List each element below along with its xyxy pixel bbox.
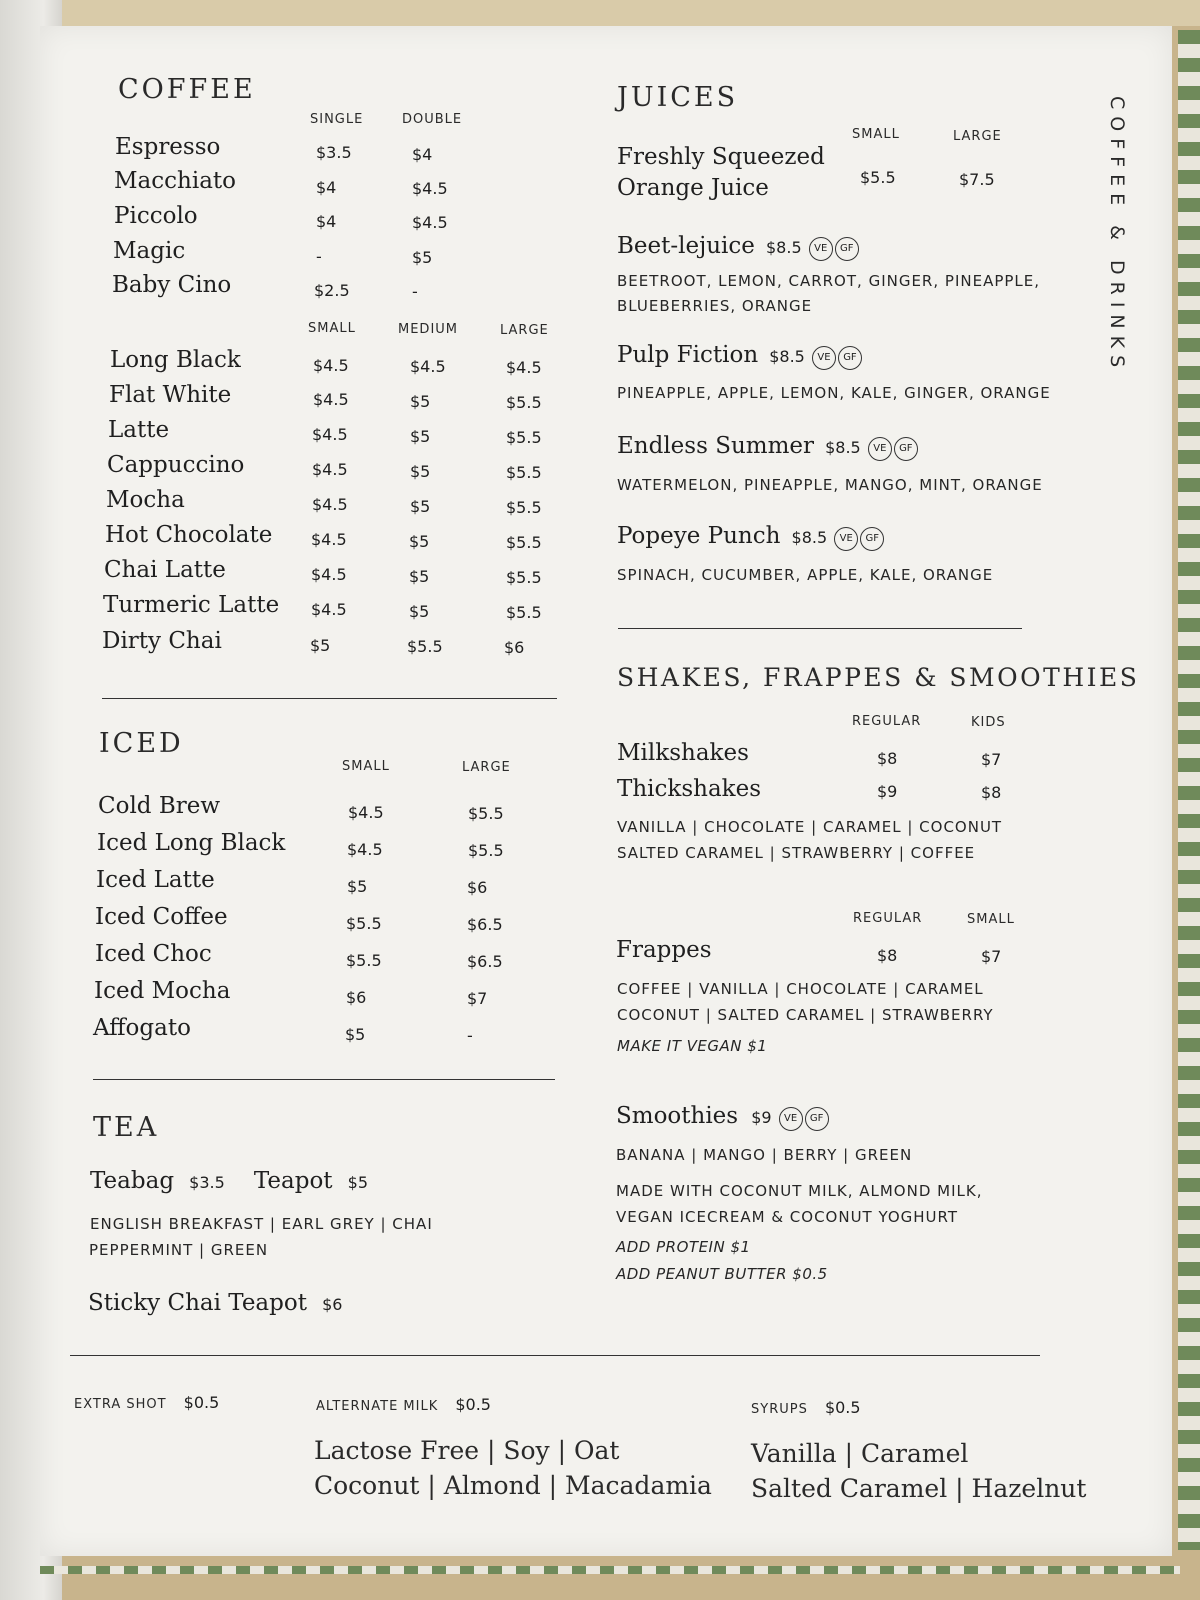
menu-item-price: $6 (467, 878, 488, 897)
menu-item-name: Endless Summer (617, 433, 815, 459)
vegan-badge-icon: VE (809, 237, 833, 261)
teapot-label: Teapot (253, 1168, 333, 1194)
menu-item-price: $4.5 (311, 565, 347, 584)
col-large: LARGE (462, 760, 511, 775)
menu-item-price: $5.5 (346, 951, 382, 970)
tea-heading: TEA (93, 1112, 160, 1143)
col-medium: MEDIUM (398, 322, 459, 337)
menu-sheet (40, 26, 1172, 1556)
juices-heading: JUICES (617, 82, 739, 113)
tea-varieties: ENGLISH BREAKFAST | EARL GREY | CHAI (90, 1215, 433, 1233)
menu-item-price: $8 (981, 783, 1002, 802)
menu-item-price: $5.5 (860, 168, 896, 187)
menu-item-price: $4 (316, 178, 337, 197)
menu-item-name: Long Black (110, 347, 241, 373)
milk-options: Lactose Free | Soy | Oat (314, 1436, 620, 1465)
gluten-free-badge-icon: GF (835, 237, 859, 261)
menu-item-price: $4.5 (506, 358, 542, 377)
extra-shot-price: $0.5 (183, 1393, 220, 1412)
menu-item-name: Mocha (106, 487, 185, 513)
menu-item-price: $5 (345, 1025, 366, 1044)
coffee-heading: COFFEE (118, 74, 256, 105)
menu-item-price: $4.5 (313, 390, 349, 409)
gluten-free-badge-icon: GF (805, 1107, 829, 1131)
checker-border-bottom (40, 1566, 1180, 1574)
sticky-chai-price: $6 (322, 1295, 343, 1314)
juice-ingredients: BLUEBERRIES, ORANGE (617, 297, 813, 315)
juice-item (617, 233, 859, 261)
menu-item-price: $3.5 (316, 143, 352, 162)
menu-item-price: $4.5 (312, 425, 348, 444)
menu-item-name: Latte (108, 417, 170, 443)
frappe-flavours: COCONUT | SALTED CARAMEL | STRAWBERRY (617, 1006, 994, 1024)
section-divider (102, 698, 557, 699)
menu-holder-top (40, 0, 1200, 26)
protein-note: ADD PROTEIN $1 (616, 1238, 751, 1256)
menu-item-price: $4.5 (311, 530, 347, 549)
menu-item-price: $5.5 (407, 637, 443, 656)
gluten-free-badge-icon: GF (860, 527, 884, 551)
extra-shot (74, 1393, 219, 1412)
menu-item-price: $9 (877, 782, 898, 801)
menu-item-price: $4 (316, 212, 337, 231)
milk-options: Coconut | Almond | Macadamia (314, 1471, 712, 1500)
juice-item (617, 342, 862, 370)
menu-item-price: $9 (751, 1108, 772, 1127)
menu-item-price: $5 (409, 532, 430, 551)
menu-item-name: Iced Coffee (95, 904, 228, 930)
menu-item-name: Affogato (93, 1015, 191, 1041)
juice-item (617, 523, 884, 551)
col-small: SMALL (852, 127, 900, 142)
col-small: SMALL (342, 759, 390, 774)
menu-item-name: Piccolo (114, 203, 198, 229)
menu-item-price: $5.5 (468, 804, 504, 823)
teabag-price: $3.5 (189, 1173, 225, 1192)
frappe-flavours: COFFEE | VANILLA | CHOCOLATE | CARAMEL (617, 980, 984, 998)
menu-item-price: $7.5 (959, 170, 995, 189)
menu-item-price: $5.5 (506, 533, 542, 552)
menu-item-price: $7 (467, 989, 488, 1008)
syrups (751, 1398, 861, 1417)
menu-item-name: Thickshakes (617, 776, 762, 802)
menu-item-price: $5.5 (506, 428, 542, 447)
menu-item-name: Iced Choc (95, 941, 212, 967)
menu-item-name: Dirty Chai (102, 628, 222, 654)
juice-ingredients: PINEAPPLE, APPLE, LEMON, KALE, GINGER, ORANGE (617, 384, 1051, 402)
menu-item-name: Espresso (115, 134, 221, 160)
menu-item-price: $8.5 (791, 528, 828, 547)
iced-heading: ICED (99, 728, 184, 759)
menu-item-price: $4.5 (412, 179, 448, 198)
menu-item-price: $4.5 (348, 803, 384, 822)
menu-item-price: $4.5 (410, 357, 446, 376)
checker-border-right (1178, 30, 1200, 1550)
gluten-free-badge-icon: GF (838, 346, 862, 370)
col-double: DOUBLE (402, 112, 463, 127)
menu-item-price: $5 (410, 427, 431, 446)
menu-item-price: $5.5 (506, 603, 542, 622)
sticky-chai-line (88, 1290, 342, 1316)
menu-item-name: Flat White (109, 382, 232, 408)
menu-item-price: $4.5 (347, 840, 383, 859)
menu-item-price: $5.5 (346, 914, 382, 933)
menu-item-price: $4 (412, 145, 433, 164)
menu-item-name: Iced Mocha (94, 978, 231, 1004)
smoothie-flavours: BANANA | MANGO | BERRY | GREEN (616, 1146, 913, 1164)
menu-item-name: Milkshakes (617, 740, 749, 766)
menu-item-price: $5.5 (506, 568, 542, 587)
extra-shot-label: EXTRA SHOT (74, 1397, 167, 1412)
col-large: LARGE (500, 323, 549, 338)
shake-flavours: VANILLA | CHOCOLATE | CARAMEL | COCONUT (617, 818, 1003, 836)
menu-item-price: $5 (410, 497, 431, 516)
juice-ingredients: WATERMELON, PINEAPPLE, MANGO, MINT, ORANGE (617, 476, 1043, 494)
menu-item-name: Popeye Punch (617, 523, 781, 549)
menu-item-price: $5 (409, 602, 430, 621)
menu-item-name: Magic (113, 238, 186, 264)
sticky-chai-label: Sticky Chai Teapot (88, 1290, 307, 1316)
col-single: SINGLE (310, 112, 364, 127)
smoothie-item (616, 1103, 829, 1131)
menu-item-price: $2.5 (314, 281, 350, 300)
menu-item-name: Chai Latte (104, 557, 226, 583)
menu-item-name: Beet-lejuice (617, 233, 755, 259)
menu-item-price: $5 (410, 462, 431, 481)
menu-item-price: $6 (504, 638, 525, 657)
vegan-note: MAKE IT VEGAN $1 (617, 1037, 768, 1055)
tea-varieties: PEPPERMINT | GREEN (89, 1241, 269, 1259)
menu-item-price: $8 (877, 749, 898, 768)
menu-item-price: $5.5 (506, 393, 542, 412)
menu-item-price: $5 (409, 567, 430, 586)
syrup-options: Salted Caramel | Hazelnut (751, 1474, 1087, 1503)
vegan-badge-icon: VE (812, 346, 836, 370)
menu-item-name: Smoothies (616, 1103, 739, 1129)
gluten-free-badge-icon: GF (894, 437, 918, 461)
tea-prices-line (90, 1168, 368, 1194)
menu-item-price: $5.5 (506, 498, 542, 517)
syrups-label: SYRUPS (751, 1402, 808, 1417)
menu-item-price: $4.5 (312, 495, 348, 514)
vegan-badge-icon: VE (834, 527, 858, 551)
vegan-badge-icon: VE (779, 1107, 803, 1131)
menu-item-price: $5.5 (506, 463, 542, 482)
menu-item-name: Cold Brew (98, 793, 221, 819)
menu-item-price: $5 (410, 392, 431, 411)
menu-item-price: $8.5 (825, 438, 861, 457)
menu-item-name: Cappuccino (107, 452, 245, 478)
col-regular: REGULAR (853, 911, 923, 926)
syrup-options: Vanilla | Caramel (751, 1439, 969, 1468)
menu-item-name: Baby Cino (112, 272, 232, 298)
alternate-milk-label: ALTERNATE MILK (316, 1399, 439, 1414)
juice-ingredients: SPINACH, CUCUMBER, APPLE, KALE, ORANGE (617, 566, 994, 584)
menu-item-price: $7 (981, 947, 1002, 966)
section-divider (618, 628, 1022, 629)
section-divider (93, 1079, 555, 1080)
juice-item (617, 433, 918, 461)
menu-item-price: $5 (347, 877, 368, 896)
menu-item-price: $4.5 (412, 213, 448, 232)
col-large: LARGE (953, 129, 1002, 144)
menu-item-name: Iced Long Black (97, 830, 286, 856)
shake-flavours: SALTED CARAMEL | STRAWBERRY | COFFEE (617, 844, 976, 862)
menu-item-name: Macchiato (114, 168, 236, 194)
menu-item-name: Hot Chocolate (105, 522, 273, 548)
teapot-price: $5 (347, 1173, 369, 1192)
menu-item-name: Freshly Squeezed (617, 144, 825, 170)
menu-item-name: Pulp Fiction (617, 342, 759, 368)
menu-item-price: $4.5 (313, 356, 349, 375)
smoothie-description: MADE WITH COCONUT MILK, ALMOND MILK, (616, 1182, 983, 1200)
menu-item-price: $4.5 (312, 460, 348, 479)
col-kids: KIDS (971, 715, 1006, 730)
menu-item-price: $5 (412, 248, 433, 267)
menu-item-price: $8.5 (769, 347, 805, 366)
menu-item-price: $5.5 (468, 841, 504, 860)
vegan-badge-icon: VE (868, 437, 892, 461)
menu-item-price: - (316, 247, 322, 266)
menu-item-price: $6.5 (467, 952, 503, 971)
peanut-butter-note: ADD PEANUT BUTTER $0.5 (616, 1265, 828, 1283)
menu-item-price: $4.5 (311, 600, 347, 619)
juice-ingredients: BEETROOT, LEMON, CARROT, GINGER, PINEAPPLE, (617, 272, 1041, 290)
menu-item-price: $8 (877, 946, 898, 965)
syrups-price: $0.5 (824, 1398, 861, 1417)
menu-item-name: Turmeric Latte (103, 592, 280, 618)
menu-item-price: $8.5 (766, 238, 802, 257)
menu-item-name: Orange Juice (617, 175, 769, 201)
col-regular: REGULAR (852, 714, 922, 729)
alternate-milk (316, 1395, 491, 1414)
side-title: COFFEE & DRINKS (1106, 96, 1128, 375)
extras-divider (70, 1355, 1040, 1356)
menu-item-price: - (467, 1026, 473, 1045)
col-small: SMALL (967, 912, 1015, 927)
menu-item-name: Frappes (616, 937, 712, 963)
menu-item-price: $6.5 (467, 915, 503, 934)
menu-item-name: Iced Latte (96, 867, 215, 893)
menu-item-price: - (412, 282, 418, 301)
col-small: SMALL (308, 321, 356, 336)
menu-item-price: $7 (981, 750, 1002, 769)
smoothie-description: VEGAN ICECREAM & COCONUT YOGHURT (616, 1208, 959, 1226)
teabag-label: Teabag (90, 1168, 175, 1194)
alternate-milk-price: $0.5 (455, 1395, 491, 1414)
menu-item-price: $6 (346, 988, 367, 1007)
shakes-heading: SHAKES, FRAPPES & SMOOTHIES (617, 663, 1140, 692)
menu-item-price: $5 (310, 636, 331, 655)
